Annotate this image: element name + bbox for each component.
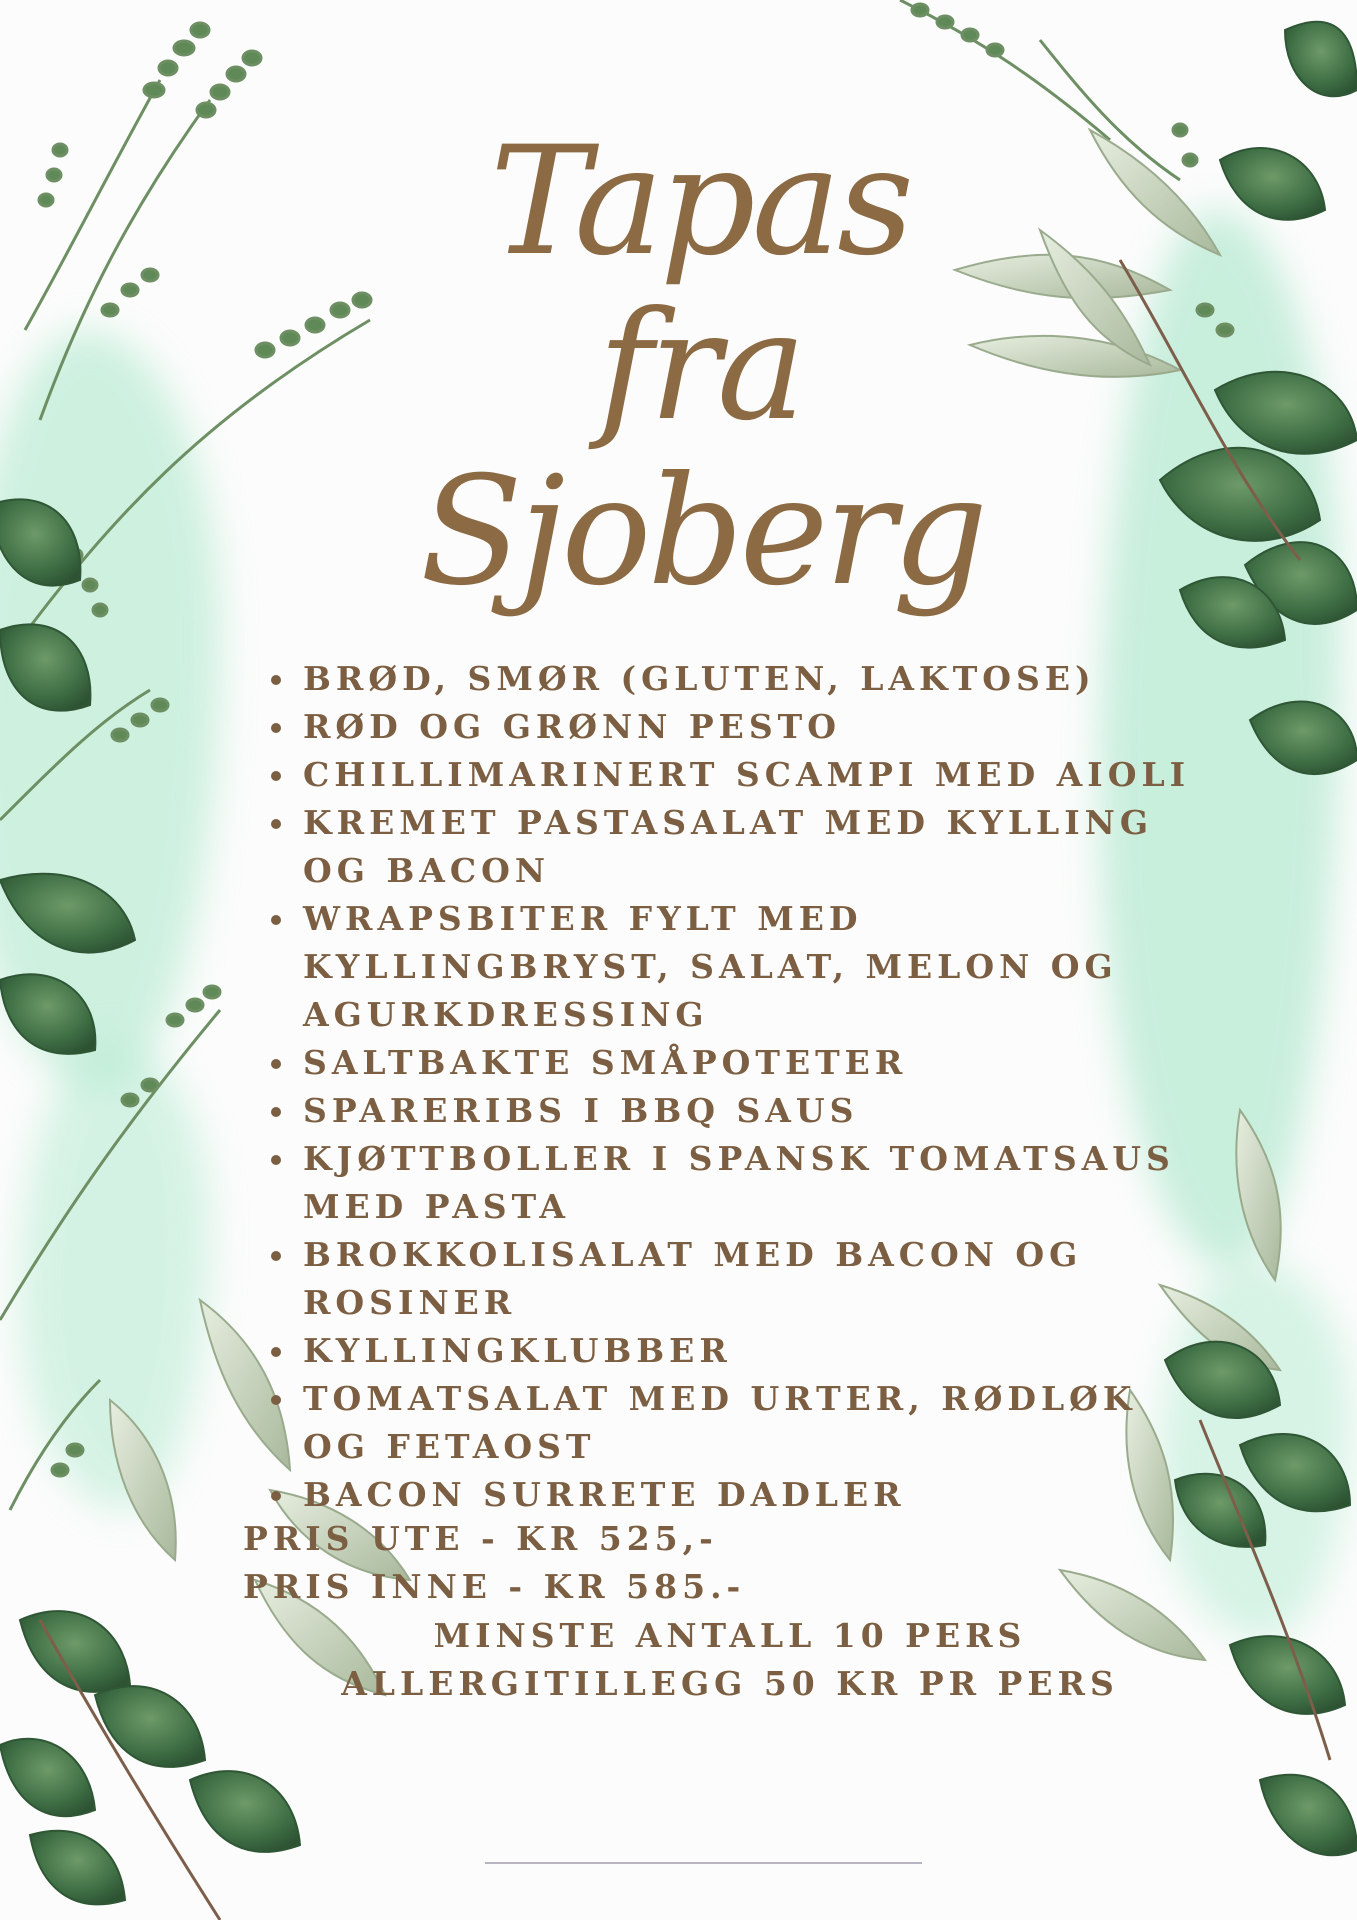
menu-item: KYLLINGKLUBBER <box>265 1327 1195 1375</box>
menu-item: SALTBAKTE SMÅPOTETER <box>265 1039 1195 1087</box>
menu-item: BACON SURRETE DADLER <box>265 1471 1195 1519</box>
footer-divider <box>485 1862 922 1864</box>
minimum-guests-note: MINSTE ANTALL 10 PERS <box>433 1616 1027 1655</box>
allergy-surcharge-note: ALLERGITILLEGG 50 KR PR PERS <box>341 1664 1119 1703</box>
menu-item: KREMET PASTASALAT MED KYLLING OG BACON <box>265 799 1195 895</box>
menu-title-line-1: Tapas fra <box>489 115 911 454</box>
price-inside: PRIS INNE - KR 585.- <box>243 1567 746 1606</box>
menu-item: CHILLIMARINERT SCAMPI MED AIOLI <box>265 751 1195 799</box>
menu-item: WRAPSBITER FYLT MED KYLLINGBRYST, SALAT, MELON OG AGURKDRESSING <box>265 895 1195 1039</box>
price-outside: PRIS UTE - KR 525,- <box>243 1519 718 1558</box>
menu-item: BROKKOLISALAT MED BACON OG ROSINER <box>265 1231 1195 1327</box>
menu-title <box>420 115 985 619</box>
menu-item: RØD OG GRØNN PESTO <box>265 703 1195 751</box>
menu-item: TOMATSALAT MED URTER, RØDLØK OG FETAOST <box>265 1375 1195 1471</box>
menu-item: SPARERIBS I BBQ SAUS <box>265 1087 1195 1135</box>
tapas-menu-list <box>265 655 1195 1519</box>
menu-title-line-2: Sjoberg <box>420 445 985 619</box>
menu-item: BRØD, SMØR (GLUTEN, LAKTOSE) <box>265 655 1195 703</box>
menu-item: KJØTTBOLLER I SPANSK TOMATSAUS MED PASTA <box>265 1135 1195 1231</box>
